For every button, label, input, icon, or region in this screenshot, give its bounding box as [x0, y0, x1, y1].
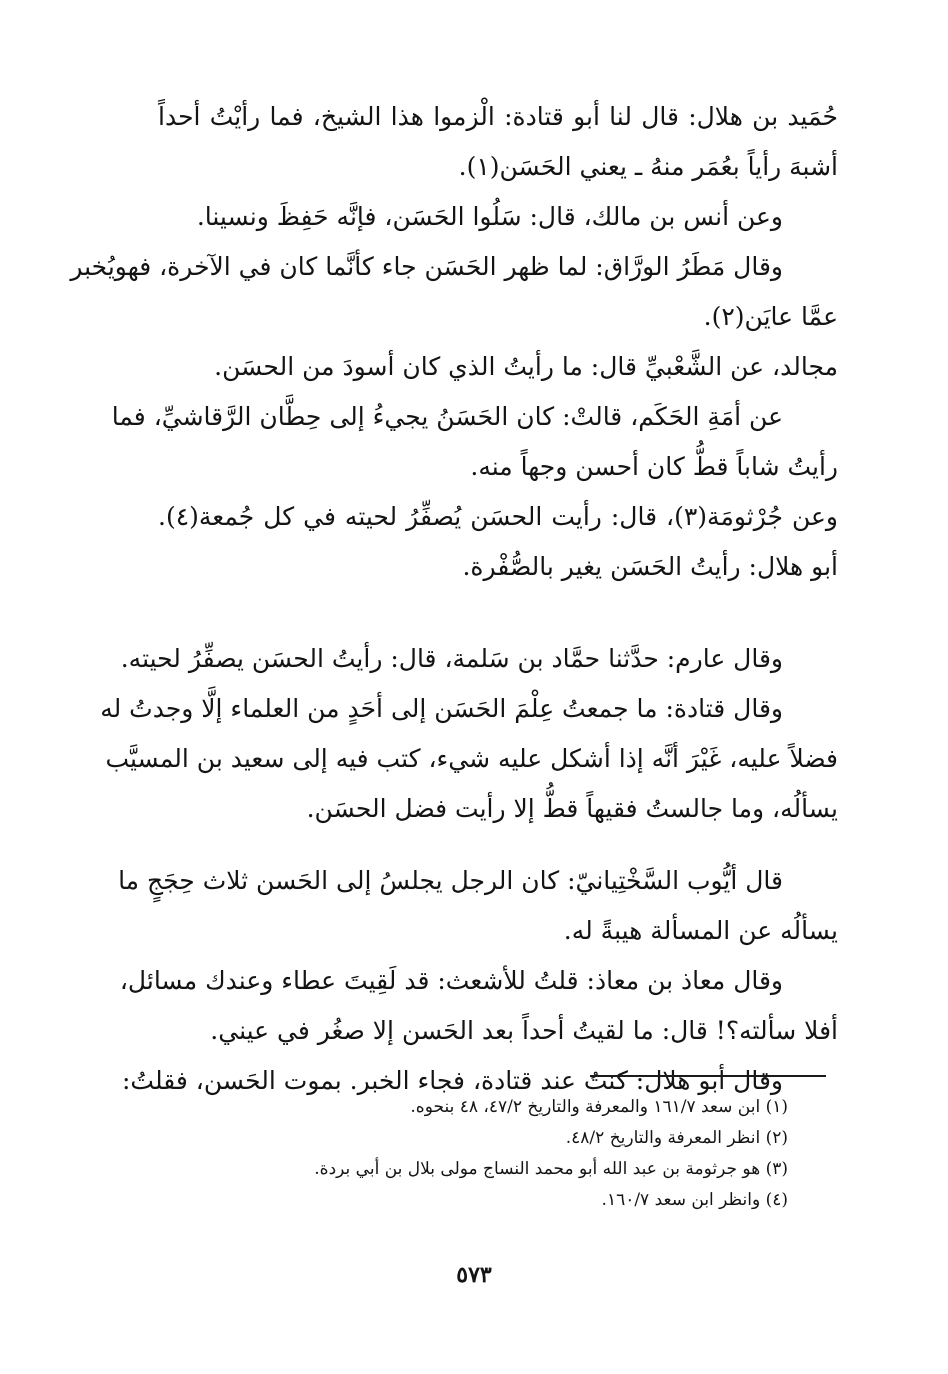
footnote: (٣) هو جرثومة بن عبد الله أبو محمد النساج مولى بلال بن أبي بردة.: [314, 1159, 788, 1179]
text-line: حُمَيد بن هلال: قال لنا أبو قتادة: الْزموا هذا الشيخ، فما رأيْتُ أحداً: [158, 102, 838, 131]
text-line: أفلا سألته؟! قال: ما لقيتُ أحداً بعد الحَسن إلا صغُر في عيني.: [210, 1016, 838, 1045]
text-line: عن أمَةِ الحَكَم، قالتْ: كان الحَسَنُ يجيءُ إلى حِطَّان الرَّقاشيِّ، فما: [111, 402, 783, 431]
footnotes: [240, 1092, 788, 1216]
text-line: أبو هلال: رأيتُ الحَسَن يغير بالصُّفْرة.: [462, 552, 838, 581]
text-line: وعن جُرْثومَة(٣)، قال: رأيت الحسَن يُصفِّرُ لحيته في كل جُمعة(٤).: [158, 502, 838, 531]
footnote: (١) ابن سعد ١٦١/٧ والمعرفة والتاريخ ٤٧/٢، ٤٨ بنحوه.: [410, 1097, 788, 1117]
text-line: قال أيُّوب السَّخْتِيانيّ: كان الرجل يجلسُ إلى الحَسن ثلاث حِجَجٍ ما: [118, 866, 783, 895]
text-line: رأيتُ شاباً قطُّ كان أحسن وجهاً منه.: [470, 452, 838, 481]
text-line: يسألُه، وما جالستُ فقيهاً قطُّ إلا رأيت فضل الحسَن.: [306, 794, 838, 823]
text-line: مجالد، عن الشَّعْبيِّ قال: ما رأيتُ الذي كان أسودَ من الحسَن.: [214, 352, 838, 381]
footnote: (٤) وانظر ابن سعد ١٦٠/٧.: [601, 1190, 788, 1210]
text-line: وقال أبو هلال: كنتُ عند قتادة، فجاء الخبر. بموت الحَسن، فقلتُ:: [121, 1066, 783, 1095]
text-line: وعن أنس بن مالك، قال: سَلُوا الحَسَن، فإنَّه حَفِظَ ونسينا.: [196, 202, 783, 231]
main-text: [70, 92, 838, 1106]
text-line: وقال معاذ بن معاذ: قلتُ للأشعث: قد لَقِيتَ عطاء وعندك مسائل،: [119, 966, 783, 995]
text-line: أشبهَ رأياً بعُمَر منهُ ـ يعني الحَسَن(١).: [458, 152, 838, 181]
footnote-divider: [590, 1075, 826, 1077]
text-line: يسألُه عن المسألة هيبةً له.: [563, 916, 838, 945]
text-line: وقال عارم: حدَّثنا حمَّاد بن سَلمة، قال: رأيتُ الحسَن يصفِّرُ لحيته.: [120, 644, 783, 673]
paragraph-gap: [158, 834, 838, 856]
text-line: فضلاً عليه، غَيْرَ أنَّه إذا أشكل عليه شيء، كتب فيه إلى سعيد بن المسيَّب: [105, 744, 838, 773]
text-line: وقال مَطَرُ الورَّاق: لما ظهر الحَسَن جاء كأنَّما كان في الآخرة، فهويُخبر: [70, 252, 783, 281]
footnote: (٢) انظر المعرفة والتاريخ ٤٨/٢.: [565, 1128, 788, 1148]
text-line: وقال قتادة: ما جمعتُ عِلْمَ الحَسَن إلى أحَدٍ من العلماء إلَّا وجدتُ له: [100, 694, 783, 723]
page-number: ٥٧٣: [456, 1262, 492, 1288]
paragraph-gap: [158, 592, 838, 634]
text-line: عمَّا عايَن(٢).: [703, 302, 838, 331]
